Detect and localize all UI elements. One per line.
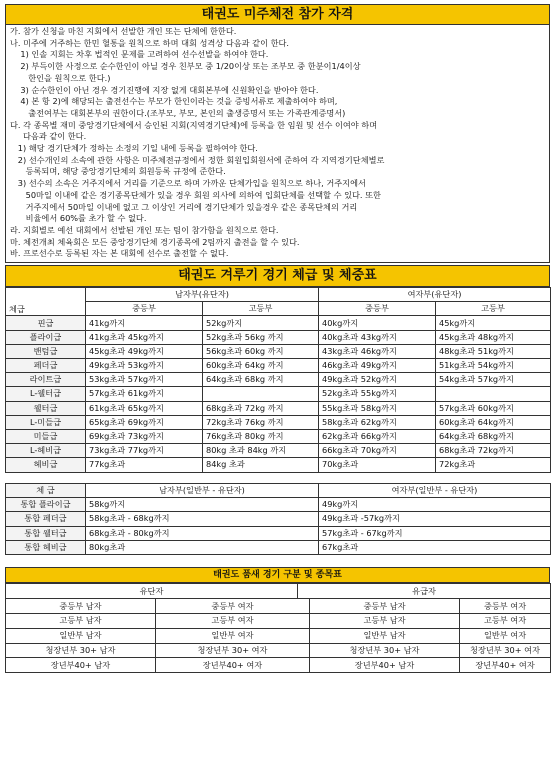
weight-class-name: L-웰터급 xyxy=(6,387,86,401)
weight-cell: 55kg초과 58kg까지 xyxy=(319,401,436,415)
weight-cell: 43kg초과 46kg까지 xyxy=(319,344,436,358)
weight-class-name: 웰터급 xyxy=(6,401,86,415)
male-group-header: 남자부(유단자) xyxy=(86,288,319,302)
weight-class-name: 라이트급 xyxy=(6,373,86,387)
adult-class-name: 통합 헤비급 xyxy=(6,541,86,555)
rule-line: 출전여부는 대회본부의 권한이다.(조부모, 부모, 본인의 출생증명서 또는 가족관계증명서) xyxy=(10,107,346,118)
poomsae-division: 장년부40+ 남자 xyxy=(310,658,460,673)
weight-cell: 64kg초과 68kg까지 xyxy=(436,429,551,443)
weight-cell: 40kg까지 xyxy=(319,316,436,330)
adult-male-header: 남자부(일반부 - 유단자) xyxy=(86,483,319,497)
adult-female-cell: 67kg초과 xyxy=(319,541,551,555)
rule-line: 한인을 원칙으로 한다.) xyxy=(10,72,111,83)
weight-cell: 51kg초과 54kg까지 xyxy=(436,359,551,373)
weight-cell: 52kg까지 xyxy=(203,316,319,330)
weight-cell xyxy=(203,387,319,401)
weight-table-title: 태권도 겨루기 경기 체급 및 체중표 xyxy=(5,265,550,287)
poomsae-division: 일반부 여자 xyxy=(460,628,551,643)
poomsae-division: 청장년부 30+ 남자 xyxy=(310,643,460,658)
weight-cell: 41kg까지 xyxy=(86,316,203,330)
poomsae-division: 고등부 여자 xyxy=(156,614,310,629)
weight-cell: 53kg초과 57kg까지 xyxy=(86,373,203,387)
adult-male-cell: 58kg초과 - 68kg까지 xyxy=(86,512,319,526)
weight-cell: 45kg초과 49kg까지 xyxy=(86,344,203,358)
adult-class-name: 통합 페더급 xyxy=(6,512,86,526)
eligibility-title: 태권도 미주체전 참가 자격 xyxy=(5,4,550,25)
adult-female-cell: 49kg까지 xyxy=(319,497,551,511)
poomsae-division: 장년부40+ 여자 xyxy=(460,658,551,673)
weight-cell xyxy=(436,387,551,401)
male-middle-header: 중등부 xyxy=(86,302,203,316)
rule-line: 3) 순수한인이 아닌 경우 경기진행에 지장 없게 대회본부에 신원확인을 받아야 한다. xyxy=(10,84,319,95)
weight-cell: 58kg초과 62kg까지 xyxy=(319,415,436,429)
weight-row xyxy=(6,359,551,373)
adult-female-cell: 49kg초과 -57kg까지 xyxy=(319,512,551,526)
female-middle-header: 중등부 xyxy=(319,302,436,316)
weight-cell: 60kg초과 64kg까지 xyxy=(436,415,551,429)
rule-line: 3) 선수의 소속은 거주지에서 거리를 기준으로 하며 가까운 단체가입을 원칙으로 하나, 거주지에서 xyxy=(10,178,366,189)
weight-cell: 57kg초과 61kg까지 xyxy=(86,387,203,401)
weight-class-name: 헤비급 xyxy=(6,458,86,472)
rule-line: 4) 본 항 2)에 해당되는 출전선수는 부모가 한인이라는 것을 증빙서류로 제출하여야 하며, xyxy=(10,96,338,107)
weight-cell: 68kg초과 72kg 까지 xyxy=(203,401,319,415)
rule-line: 2) 선수개인의 소속에 관한 사항은 미주체전규정에서 정한 회원입회원서에 준하여 각 지역경기단체별로 xyxy=(10,154,385,165)
adult-male-cell: 68kg초과 - 80kg까지 xyxy=(86,526,319,540)
weight-row xyxy=(6,458,551,472)
rule-line: 다. 각 종목별 재미 중앙경기단체에서 승인된 지회(지역경기단체)에 등록을 한 임원 및 선수 이여야 하며 xyxy=(10,119,378,130)
weight-cell: 40kg초과 43kg까지 xyxy=(319,330,436,344)
weight-class-name: 플라이급 xyxy=(6,330,86,344)
weight-class-name: L-미들급 xyxy=(6,415,86,429)
rule-line: 1) 해당 경기단체가 정하는 소정의 기일 내에 등록을 필하여야 한다. xyxy=(10,143,258,154)
poomsae-division: 중등부 여자 xyxy=(460,599,551,614)
black-belt-header: 유단자 xyxy=(6,584,298,599)
weight-cell: 69kg초과 73kg까지 xyxy=(86,429,203,443)
poomsae-division: 청장년부 30+ 여자 xyxy=(156,643,310,658)
rule-line: 라. 지회별로 예선 대회에서 선발된 개인 또는 팀이 참가함을 원칙으로 한다. xyxy=(10,224,279,235)
weight-cell: 84kg 초과 xyxy=(203,458,319,472)
weight-class-name: 페더급 xyxy=(6,359,86,373)
weight-cell: 48kg초과 51kg까지 xyxy=(436,344,551,358)
weight-cell: 65kg초과 69kg까지 xyxy=(86,415,203,429)
adult-class-header: 체 급 xyxy=(6,483,86,497)
weight-class-header: 체급 xyxy=(6,288,86,316)
rule-line: 1) 인솔 지회는 차후 법적인 문제를 고려하여 선수선발을 하여야 한다. xyxy=(10,49,269,60)
weight-cell: 60kg초과 64kg 까지 xyxy=(203,359,319,373)
rule-line: 가. 참가 신청을 마친 지회에서 선발한 개인 또는 단체에 한한다. xyxy=(10,26,237,36)
rule-line: 50마일 이내에 같은 경기종목단체가 있을 경우 회원 의사에 의하여 입회단체를 선택할 수 있다. 또한 xyxy=(10,189,381,200)
weight-row xyxy=(6,316,551,330)
weight-cell: 56kg초과 60kg 까지 xyxy=(203,344,319,358)
weight-class-name: L-헤비급 xyxy=(6,444,86,458)
adult-weight-row xyxy=(6,526,551,540)
weight-cell: 52kg초과 56kg 까지 xyxy=(203,330,319,344)
poomsae-division: 일반부 남자 xyxy=(310,628,460,643)
color-belt-header: 유급자 xyxy=(298,584,551,599)
weight-cell: 61kg초과 65kg까지 xyxy=(86,401,203,415)
poomsae-row xyxy=(6,628,551,643)
weight-cell: 72kg초과 76kg 까지 xyxy=(203,415,319,429)
poomsae-division: 고등부 남자 xyxy=(6,614,156,629)
adult-male-cell: 58kg까지 xyxy=(86,497,319,511)
female-high-header: 고등부 xyxy=(436,302,551,316)
weight-class-table xyxy=(5,287,551,472)
poomsae-division: 고등부 여자 xyxy=(460,614,551,629)
weight-class-name: 핀급 xyxy=(6,316,86,330)
adult-male-cell: 80kg초과 xyxy=(86,541,319,555)
poomsae-division: 중등부 여자 xyxy=(156,599,310,614)
poomsae-division: 중등부 남자 xyxy=(6,599,156,614)
weight-cell: 72kg초과 xyxy=(436,458,551,472)
adult-class-name: 통합 플라이급 xyxy=(6,497,86,511)
female-group-header: 여자부(유단자) xyxy=(319,288,551,302)
rule-line: 2) 부득이한 사정으로 순수한인이 아닐 경우 친부모 중 1/20이상 또는 조부모 중 한분이1/4이상 xyxy=(10,61,361,72)
document-page xyxy=(5,4,550,673)
rule-line: 등록되며, 해당 중앙경기단체의 회원등록 규정에 준한다. xyxy=(10,166,226,177)
weight-cell: 46kg초과 49kg까지 xyxy=(319,359,436,373)
poomsae-division: 청장년부 30+ 남자 xyxy=(6,643,156,658)
weight-class-name: 미들급 xyxy=(6,429,86,443)
rule-line: 바. 프로선수로 등록된 자는 본 대회에 선수로 출전할 수 없다. xyxy=(10,248,229,259)
weight-cell: 76kg초과 80kg 까지 xyxy=(203,429,319,443)
rule-line: 거주지에서 50마일 이내에 없고 그 이상인 거리에 경기단체가 있을경우 같은 종목단체의 거리 xyxy=(10,201,358,212)
weight-cell: 57kg초과 60kg까지 xyxy=(436,401,551,415)
poomsae-division: 장년부40+ 남자 xyxy=(6,658,156,673)
weight-cell: 45kg초과 48kg까지 xyxy=(436,330,551,344)
weight-cell: 70kg초과 xyxy=(319,458,436,472)
adult-female-cell: 57kg초과 - 67kg까지 xyxy=(319,526,551,540)
weight-cell: 80kg 초과 84kg 까지 xyxy=(203,444,319,458)
rule-line: 다음과 같이 한다. xyxy=(10,131,87,142)
poomsae-division: 중등부 남자 xyxy=(310,599,460,614)
weight-row xyxy=(6,373,551,387)
weight-cell: 45kg까지 xyxy=(436,316,551,330)
weight-row xyxy=(6,429,551,443)
poomsae-row xyxy=(6,599,551,614)
weight-cell: 52kg초과 55kg까지 xyxy=(319,387,436,401)
weight-cell: 41kg초과 45kg까지 xyxy=(86,330,203,344)
weight-cell: 54kg초과 57kg까지 xyxy=(436,373,551,387)
adult-weight-row xyxy=(6,497,551,511)
poomsae-division: 일반부 여자 xyxy=(156,628,310,643)
poomsae-division: 고등부 남자 xyxy=(310,614,460,629)
weight-cell: 73kg초과 77kg까지 xyxy=(86,444,203,458)
poomsae-row xyxy=(6,643,551,658)
male-high-header: 고등부 xyxy=(203,302,319,316)
weight-class-name: 밴텀급 xyxy=(6,344,86,358)
poomsae-table xyxy=(5,583,551,673)
weight-cell: 49kg초과 53kg까지 xyxy=(86,359,203,373)
weight-row xyxy=(6,330,551,344)
poomsae-row xyxy=(6,614,551,629)
weight-cell: 64kg초과 68kg 까지 xyxy=(203,373,319,387)
weight-row xyxy=(6,415,551,429)
weight-cell: 68kg초과 72kg까지 xyxy=(436,444,551,458)
weight-row xyxy=(6,401,551,415)
weight-cell: 77kg초과 xyxy=(86,458,203,472)
eligibility-rules xyxy=(5,25,550,263)
poomsae-division: 일반부 남자 xyxy=(6,628,156,643)
weight-cell: 66kg초과 70kg까지 xyxy=(319,444,436,458)
rule-line: 나. 미주에 거주하는 한민 혈통을 원칙으로 하며 대회 성격상 다음과 같이 한다. xyxy=(10,37,290,48)
poomsae-division: 장년부40+ 여자 xyxy=(156,658,310,673)
adult-female-header: 여자부(일반부 - 유단자) xyxy=(319,483,551,497)
poomsae-title: 태권도 품새 경기 구분 및 종목표 xyxy=(5,567,550,583)
weight-cell: 62kg초과 66kg까지 xyxy=(319,429,436,443)
poomsae-division: 청장년부 30+ 여자 xyxy=(460,643,551,658)
poomsae-row xyxy=(6,658,551,673)
rule-line: 비율에서 60%를 초가 할 수 없다. xyxy=(10,213,147,224)
adult-weight-row xyxy=(6,512,551,526)
weight-row xyxy=(6,444,551,458)
adult-class-name: 통합 웰터급 xyxy=(6,526,86,540)
adult-weight-table xyxy=(5,483,551,556)
weight-cell: 49kg초과 52kg까지 xyxy=(319,373,436,387)
weight-row xyxy=(6,387,551,401)
weight-row xyxy=(6,344,551,358)
rule-line: 마. 체전개최 체육회은 모든 중앙경기단체 경기종목에 2팀까지 출전을 할 수 있다. xyxy=(10,236,300,247)
adult-weight-row xyxy=(6,541,551,555)
